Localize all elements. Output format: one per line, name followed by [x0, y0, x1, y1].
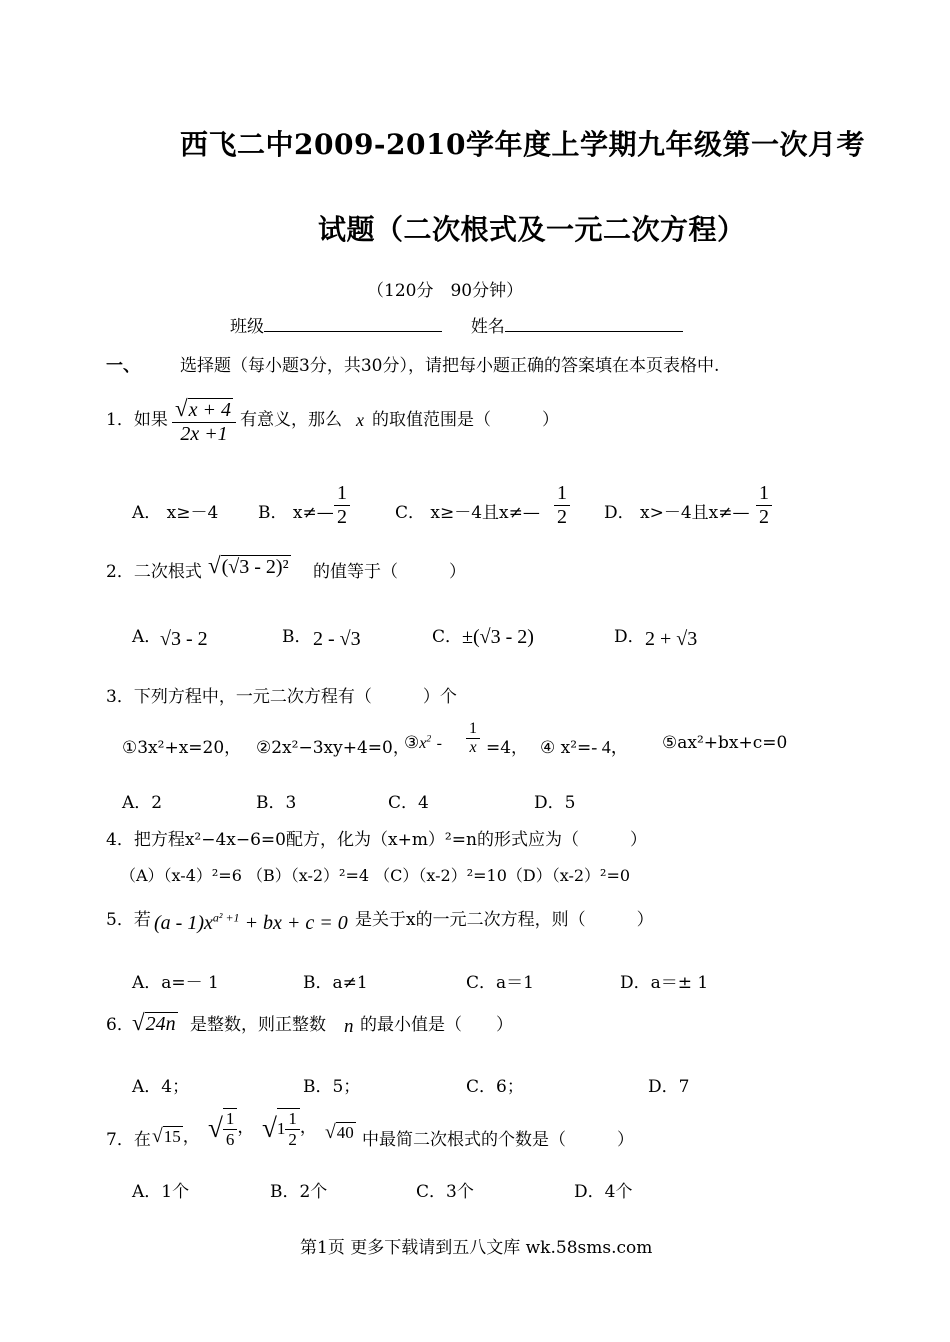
- q2-suffix: 的值等于（ ）: [313, 562, 466, 582]
- q4-stem: 4．把方程x²−4x−6=0配方，化为（x+m）²=n的形式应为（ ）: [106, 830, 647, 850]
- q1-mid: 有意义，那么: [240, 410, 342, 430]
- q6-option-c[interactable]: C．6；: [466, 1077, 524, 1097]
- q5-suffix: 是关于x的一元二次方程，则（ ）: [355, 910, 654, 930]
- q6-var: n: [344, 1016, 354, 1037]
- q3-equation-5: ⑤ax²+bx+c=0: [662, 733, 788, 753]
- q1-fraction: $\frac{√x + 4}{2x +1}$: [172, 396, 236, 446]
- q7-radical-1: √15 ，: [152, 1126, 200, 1147]
- q7-option-a[interactable]: A．1个: [132, 1182, 190, 1202]
- q2-prefix: 2．二次根式: [106, 562, 202, 582]
- q2-option-d: 2 + √3: [645, 628, 698, 650]
- q6-mid: 是整数，则正整数: [190, 1015, 326, 1035]
- q1-prefix: 1．如果: [106, 410, 168, 430]
- q2-option-c-label[interactable]: C．: [432, 627, 463, 647]
- q3-equation-1: ①3x²+x=20，: [122, 738, 242, 758]
- q7-prefix: 7．在: [106, 1130, 151, 1150]
- q7-radical-3: √1 $\frac{1}{2}$ ，: [262, 1109, 317, 1149]
- class-label: 班级: [230, 317, 264, 337]
- q5-expression: $(a - 1)x^{a^2 +1}$ + bx + c = 0: [154, 910, 348, 934]
- q3-option-d[interactable]: D．5: [534, 793, 576, 813]
- q3-equation-3-tail: =4，: [486, 738, 529, 758]
- subtitle: （120分 90分钟）: [367, 281, 524, 301]
- q1-numerator: x + 4: [188, 399, 231, 421]
- title-line-2: 试题（二次根式及一元二次方程）: [318, 213, 746, 246]
- q5-option-d[interactable]: D．a＝± 1: [620, 973, 709, 993]
- title-line-1: 西飞二中2009-2010学年度上学期九年级第一次月考: [180, 128, 865, 161]
- q5-option-a[interactable]: A．a=－ 1: [132, 973, 219, 993]
- q6-option-a[interactable]: A．4；: [132, 1077, 190, 1097]
- q3-equation-2: ②2x²−3xy+4=0，: [256, 738, 410, 758]
- q6-option-b[interactable]: B．5；: [303, 1077, 361, 1097]
- q6-expression: √24n: [132, 1010, 176, 1035]
- q2-option-a-label[interactable]: A．: [132, 627, 162, 647]
- q7-suffix: 中最简二次根式的个数是（ ）: [362, 1130, 634, 1150]
- q6-prefix: 6．: [106, 1015, 134, 1035]
- q1-option-a[interactable]: A． x≥－4: [132, 503, 219, 523]
- q7-option-d[interactable]: D．4个: [574, 1182, 633, 1202]
- q2-option-b-label[interactable]: B．: [282, 627, 312, 647]
- q2-option-a: √3 - 2: [160, 628, 208, 650]
- q3-equation-4: ④ x²=- 4，: [540, 737, 629, 758]
- class-blank[interactable]: [264, 317, 442, 332]
- q7-option-b[interactable]: B．2个: [270, 1182, 328, 1202]
- page-footer[interactable]: 第1页 更多下载请到五八文库 wk.58sms.com: [300, 1238, 653, 1258]
- q5-option-b[interactable]: B．a≠1: [303, 973, 368, 993]
- q1-option-d[interactable]: D． x>－4且x≠—: [604, 503, 750, 523]
- q1-option-c[interactable]: C． x≥－4且x≠—: [395, 503, 540, 523]
- q2-option-b: 2 - √3: [313, 628, 361, 650]
- q3-equation-3: $③x^2$ -: [404, 733, 442, 753]
- q5-prefix: 5．若: [106, 910, 151, 930]
- q7-radical-2: √ $\frac{1}{6}$ ，: [208, 1109, 255, 1149]
- section-instruction: 选择题（每小题3分，共30分），请把每小题正确的答案填在本页表格中.: [180, 356, 720, 376]
- q1-denominator: 2x +1: [180, 423, 228, 446]
- name-blank[interactable]: [505, 317, 683, 332]
- q4-options[interactable]: （A）（x-4）²=6 （B）（x-2）²=4 （C）（x-2）²=10（D）（x-2）²=0: [120, 866, 631, 885]
- section-number: 一、: [106, 356, 140, 376]
- q1-option-c-fraction: $\frac{1}{2}$: [554, 482, 570, 529]
- q3-option-c[interactable]: C．4: [388, 793, 429, 813]
- q7-radical-4: √40: [325, 1122, 354, 1143]
- q6-option-d[interactable]: D．7: [648, 1077, 690, 1097]
- q3-stem: 3．下列方程中，一元二次方程有（ ）个: [106, 687, 457, 707]
- q2-expression: √(√3 - 2)²: [208, 553, 289, 578]
- q1-option-b-fraction: $\frac{1}{2}$: [334, 482, 350, 529]
- q1-option-b[interactable]: B． x≠—: [258, 503, 334, 523]
- class-field: [230, 312, 683, 337]
- q3-option-b[interactable]: B．3: [256, 793, 297, 813]
- q1-suffix: 的取值范围是（ ）: [372, 410, 559, 430]
- q3-equation-3-fraction: $\frac{1}{x}$: [466, 720, 480, 758]
- q6-suffix: 的最小值是（ ）: [360, 1015, 513, 1035]
- q2-option-d-label[interactable]: D．: [614, 627, 645, 647]
- q3-option-a[interactable]: A．2: [122, 793, 163, 813]
- q7-option-c[interactable]: C．3个: [416, 1182, 474, 1202]
- q5-option-c[interactable]: C．a＝1: [466, 973, 534, 993]
- q2-option-c: ±(√3 - 2): [462, 626, 534, 648]
- q1-option-d-fraction: $\frac{1}{2}$: [756, 482, 772, 529]
- name-label: 姓名: [470, 317, 505, 337]
- q1-var: x: [356, 410, 364, 430]
